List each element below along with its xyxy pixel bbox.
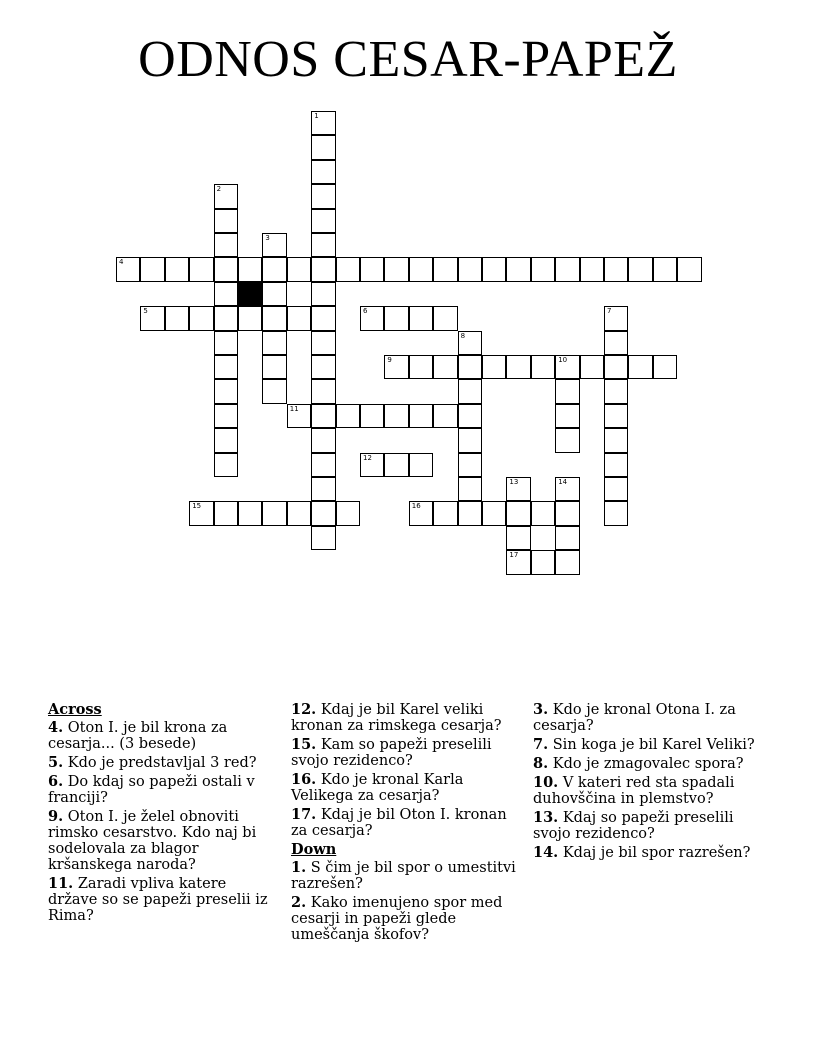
- clue-text: S čim je bil spor o umestitvi razrešen?: [291, 860, 516, 892]
- crossword-cell[interactable]: [384, 355, 408, 379]
- crossword-cell[interactable]: [214, 282, 238, 306]
- crossword-cell[interactable]: [214, 306, 238, 330]
- crossword-cell[interactable]: [653, 257, 677, 281]
- crossword-cell[interactable]: [409, 404, 433, 428]
- crossword-cell[interactable]: [653, 355, 677, 379]
- crossword-cell[interactable]: [555, 550, 579, 574]
- clue-text: Do kdaj so papeži ostali v franciji?: [48, 774, 255, 806]
- across-clue: [48, 876, 273, 924]
- crossword-cell[interactable]: [531, 355, 555, 379]
- crossword-cell[interactable]: [214, 184, 238, 208]
- across-clue: [48, 809, 273, 873]
- crossword-cell[interactable]: [531, 550, 555, 574]
- crossword-cell[interactable]: [409, 501, 433, 525]
- crossword-cell[interactable]: [506, 501, 530, 525]
- clue-number-label: 6.: [48, 773, 64, 790]
- crossword-cell[interactable]: [311, 355, 335, 379]
- crossword-cell[interactable]: [604, 501, 628, 525]
- down-heading: Down: [291, 841, 337, 858]
- clue-text: Kdo je kronal Karla Velikega za cesarja?: [291, 772, 464, 804]
- clue-number-label: 7.: [533, 736, 549, 753]
- crossword-cell[interactable]: [311, 257, 335, 281]
- crossword-cell[interactable]: [433, 257, 457, 281]
- clue-number-label: 2.: [291, 894, 307, 911]
- clue-text: V kateri red sta spadali duhovščina in plemstvo?: [533, 775, 735, 807]
- across-clue: [291, 772, 516, 804]
- crossword-cell[interactable]: [360, 257, 384, 281]
- crossword-cell[interactable]: [555, 526, 579, 550]
- down-clue: [533, 737, 758, 753]
- crossword-cell[interactable]: [458, 428, 482, 452]
- page-title: ODNOS CESAR-PAPEŽ: [138, 31, 678, 88]
- across-clue: [291, 807, 516, 839]
- crossword-cell[interactable]: [555, 404, 579, 428]
- clue-text: Oton I. je želel obnoviti rimsko cesarstvo. Kdo naj bi sodelovala za blagor kršanskega naroda?: [48, 809, 257, 873]
- clue-text: Kdaj je bil Karel veliki kronan za rimskega cesarja?: [291, 702, 502, 734]
- crossword-cell[interactable]: [140, 306, 164, 330]
- crossword-cell[interactable]: [360, 404, 384, 428]
- clue-text: Sin koga je bil Karel Veliki?: [548, 737, 755, 753]
- clue-number-label: 5.: [48, 754, 64, 771]
- crossword-cell[interactable]: [262, 233, 286, 257]
- crossword-cell[interactable]: [482, 501, 506, 525]
- crossword-cell[interactable]: [458, 501, 482, 525]
- crossword-cell[interactable]: [628, 355, 652, 379]
- clue-text: Kako imenujeno spor med cesarji in papeži glede umeščanja škofov?: [291, 895, 503, 943]
- clue-number: 2: [216, 185, 222, 194]
- clue-number: 15: [192, 502, 202, 511]
- crossword-cell[interactable]: [238, 257, 262, 281]
- crossword-cell[interactable]: [677, 257, 701, 281]
- crossword-cell[interactable]: [262, 331, 286, 355]
- crossword-cell[interactable]: [311, 184, 335, 208]
- crossword-cell[interactable]: [214, 428, 238, 452]
- crossword-cell[interactable]: [604, 477, 628, 501]
- crossword-cell[interactable]: [311, 501, 335, 525]
- crossword-cell[interactable]: [604, 306, 628, 330]
- clue-text: Kam so papeži preselili svojo rezidenco?: [291, 737, 492, 769]
- crossword-cell[interactable]: [433, 355, 457, 379]
- clue-number: 8: [460, 331, 466, 340]
- crossword-cell[interactable]: [555, 257, 579, 281]
- crossword-cell[interactable]: [165, 257, 189, 281]
- crossword-cell[interactable]: [214, 501, 238, 525]
- across-clue: [48, 755, 273, 771]
- crossword-cell[interactable]: [555, 428, 579, 452]
- clue-number: 1: [314, 112, 319, 120]
- clue-number: 5: [143, 307, 148, 316]
- clue-number: 4: [119, 258, 124, 267]
- crossword-cell[interactable]: [555, 501, 579, 525]
- crossword-cell[interactable]: [287, 404, 311, 428]
- crossword-cell[interactable]: [311, 331, 335, 355]
- clues-column-3: [533, 702, 758, 864]
- clue-number: 7: [607, 307, 612, 316]
- across-clue: [291, 702, 516, 734]
- clue-text: Oton I. je bil krona za cesarja... (3 besede): [48, 720, 228, 752]
- crossword-cell[interactable]: [458, 477, 482, 501]
- crossword-cell[interactable]: [214, 331, 238, 355]
- clues-column-2: [291, 702, 516, 946]
- crossword-cell[interactable]: [238, 501, 262, 525]
- clue-number-label: 3.: [533, 701, 549, 718]
- clue-number: 10: [558, 356, 568, 364]
- crossword-cell[interactable]: [384, 306, 408, 330]
- clue-number-label: 10.: [533, 774, 559, 791]
- clue-number: 9: [387, 356, 392, 364]
- crossword-cell[interactable]: [262, 501, 286, 525]
- crossword-cell[interactable]: [165, 306, 189, 330]
- clue-number-label: 8.: [533, 755, 549, 772]
- crossword-cell[interactable]: [287, 257, 311, 281]
- clue-number-label: 1.: [291, 859, 307, 876]
- crossword-cell[interactable]: [482, 257, 506, 281]
- crossword-cell[interactable]: [384, 404, 408, 428]
- crossword-cell[interactable]: [409, 306, 433, 330]
- down-clue: [533, 756, 758, 772]
- crossword-cell[interactable]: [604, 379, 628, 403]
- crossword-cell[interactable]: [189, 257, 213, 281]
- clue-text: Kdo je zmagovalec spora?: [548, 756, 744, 772]
- crossword-cell[interactable]: [458, 379, 482, 403]
- crossword-cell[interactable]: [555, 379, 579, 403]
- crossword-cell[interactable]: [311, 526, 335, 550]
- clue-text: Kdaj je bil Oton I. kronan za cesarja?: [291, 807, 507, 839]
- crossword-cell[interactable]: [360, 453, 384, 477]
- crossword-cell[interactable]: [482, 355, 506, 379]
- black-cell: [238, 282, 262, 306]
- across-clue: [48, 720, 273, 752]
- crossword-cell[interactable]: [580, 257, 604, 281]
- crossword-cell[interactable]: [311, 306, 335, 330]
- clue-number-label: 15.: [291, 736, 317, 753]
- crossword-cell[interactable]: [458, 355, 482, 379]
- down-clue: [291, 895, 516, 943]
- crossword-cell[interactable]: [262, 355, 286, 379]
- crossword-cell[interactable]: [555, 477, 579, 501]
- clue-text: Kdo je predstavljal 3 red?: [63, 755, 257, 771]
- clue-number-label: 9.: [48, 808, 64, 825]
- across-heading: Across: [48, 701, 102, 718]
- clue-number: 17: [509, 551, 519, 560]
- crossword-cell[interactable]: [506, 526, 530, 550]
- crossword-cell[interactable]: [311, 160, 335, 184]
- crossword-cell[interactable]: [336, 257, 360, 281]
- clues-column-1: [48, 702, 273, 927]
- crossword-cell[interactable]: [311, 209, 335, 233]
- crossword-cell[interactable]: [409, 355, 433, 379]
- crossword-cell[interactable]: [214, 209, 238, 233]
- crossword-cell[interactable]: [506, 550, 530, 574]
- crossword-cell[interactable]: [238, 306, 262, 330]
- crossword-cell[interactable]: [311, 379, 335, 403]
- clue-number-label: 12.: [291, 701, 317, 718]
- clue-number: 6: [363, 307, 368, 316]
- across-clue: [48, 774, 273, 806]
- crossword-cell[interactable]: [336, 404, 360, 428]
- crossword-cell[interactable]: [189, 501, 213, 525]
- clue-number-label: 13.: [533, 809, 559, 826]
- clue-number-label: 11.: [48, 875, 74, 892]
- crossword-cell[interactable]: [628, 257, 652, 281]
- down-clue: [291, 860, 516, 892]
- crossword-cell[interactable]: [214, 404, 238, 428]
- crossword-cell[interactable]: [360, 306, 384, 330]
- crossword-cell[interactable]: [409, 257, 433, 281]
- crossword-cell[interactable]: [189, 306, 213, 330]
- crossword-cell[interactable]: [311, 111, 335, 135]
- clue-number: 16: [411, 502, 421, 511]
- crossword-cell[interactable]: [604, 331, 628, 355]
- crossword-cell[interactable]: [458, 257, 482, 281]
- crossword-cell[interactable]: [531, 501, 555, 525]
- clue-text: Zaradi vpliva katere države so se papeži preselii iz Rima?: [48, 876, 268, 924]
- crossword-cell[interactable]: [604, 428, 628, 452]
- crossword-cell[interactable]: [458, 331, 482, 355]
- clue-text: Kdo je kronal Otona I. za cesarja?: [533, 702, 736, 734]
- crossword-cell[interactable]: [458, 404, 482, 428]
- crossword-cell[interactable]: [262, 282, 286, 306]
- crossword-cell[interactable]: [604, 257, 628, 281]
- crossword-cell[interactable]: [214, 233, 238, 257]
- crossword-cell[interactable]: [262, 257, 286, 281]
- crossword-cell[interactable]: [287, 501, 311, 525]
- clue-number-label: 4.: [48, 719, 64, 736]
- crossword-cell[interactable]: [311, 233, 335, 257]
- crossword-cell[interactable]: [506, 355, 530, 379]
- crossword-cell[interactable]: [311, 477, 335, 501]
- crossword-cell[interactable]: [262, 379, 286, 403]
- crossword-cell[interactable]: [506, 257, 530, 281]
- crossword-cell[interactable]: [214, 355, 238, 379]
- crossword-cell[interactable]: [433, 306, 457, 330]
- crossword-cell[interactable]: [555, 355, 579, 379]
- crossword-cell[interactable]: [580, 355, 604, 379]
- down-clue: [533, 702, 758, 734]
- crossword-cell[interactable]: [433, 404, 457, 428]
- crossword-cell[interactable]: [604, 404, 628, 428]
- crossword-cell[interactable]: [311, 404, 335, 428]
- clue-number-label: 14.: [533, 844, 559, 861]
- crossword-cell[interactable]: [262, 306, 286, 330]
- clue-number: 11: [289, 404, 299, 413]
- crossword-cell[interactable]: [433, 501, 457, 525]
- across-clue: [291, 737, 516, 769]
- crossword-cell[interactable]: [604, 453, 628, 477]
- crossword-cell[interactable]: [409, 453, 433, 477]
- crossword-cell[interactable]: [458, 453, 482, 477]
- down-clue: [533, 810, 758, 842]
- clue-number-label: 17.: [291, 806, 317, 823]
- crossword-cell[interactable]: [311, 135, 335, 159]
- clue-number: 14: [558, 478, 568, 486]
- crossword-cell[interactable]: [116, 257, 140, 281]
- crossword-cell[interactable]: [384, 453, 408, 477]
- clue-number: 12: [363, 453, 372, 462]
- crossword-cell[interactable]: [311, 282, 335, 306]
- clue-text: Kdaj je bil spor razrešen?: [558, 845, 751, 861]
- crossword-cell[interactable]: [311, 453, 335, 477]
- crossword-cell[interactable]: [287, 306, 311, 330]
- crossword-cell[interactable]: [214, 379, 238, 403]
- crossword-cell[interactable]: [336, 501, 360, 525]
- down-clue: [533, 845, 758, 861]
- down-clue: [533, 775, 758, 807]
- clue-number: 3: [265, 234, 270, 242]
- crossword-cell[interactable]: [140, 257, 164, 281]
- crossword-cell[interactable]: [604, 355, 628, 379]
- clue-number-label: 16.: [291, 771, 317, 788]
- crossword-cell[interactable]: [506, 477, 530, 501]
- crossword-cell[interactable]: [214, 453, 238, 477]
- clue-number: 13: [509, 478, 519, 486]
- crossword-cell[interactable]: [214, 257, 238, 281]
- crossword-cell[interactable]: [384, 257, 408, 281]
- crossword-cell[interactable]: [311, 428, 335, 452]
- crossword-cell[interactable]: [531, 257, 555, 281]
- clue-text: Kdaj so papeži preselili svojo rezidenco?: [533, 810, 734, 842]
